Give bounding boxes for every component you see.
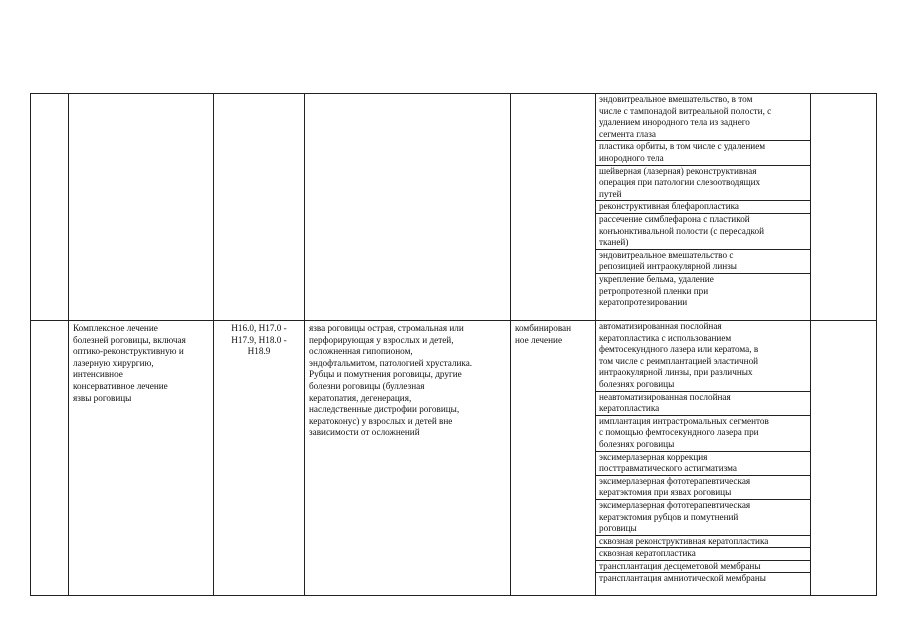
model-cell (305, 94, 511, 321)
patient-model: язва роговицы острая, стромальная или перфорирующая у взрослых и детей, осложненная гипопионом, эндофтальмитом, патологией хрусталика. Рубцы и помутнения роговицы, другие болезни роговицы (буллезная кератопатия, дегенерация, наследственные дистрофии роговицы, кератоконус) у взрослых и детей вне зависимости от осложнений (309, 323, 473, 438)
treatment-cell (511, 321, 596, 596)
methods-cell (596, 94, 811, 321)
care-name: Комплексное лечение болезней роговицы, включая оптико-реконструктивную и лазерную хирургию, интенсивное консервативное лечение язвы роговицы (73, 323, 186, 403)
codes-cell (214, 321, 305, 596)
table-row (31, 94, 877, 321)
treatment-type: комбинирован ное лечение (515, 323, 572, 345)
method-item: реконструктивная блефаропластика (596, 200, 810, 213)
method-item: эндовитреальное вмешательство с репозицией интраокулярной линзы (596, 249, 810, 273)
treatment-cell (511, 94, 596, 321)
name-cell (69, 321, 214, 596)
method-item: эксимерлазерная коррекция посттравматического астигматизма (596, 451, 810, 475)
price-cell (811, 321, 877, 596)
method-item: шейверная (лазерная) реконструктивная операция при патологии слезоотводящих путей (596, 165, 810, 201)
methods-list (596, 94, 810, 320)
methods-cell (596, 321, 811, 596)
icd-codes: H16.0, H17.0 - H17.9, H18.0 - H18.9 (231, 323, 287, 357)
number-cell (31, 321, 69, 596)
method-item: автоматизированная послойная кератопластика с использованием фемтосекундного лазера или кератома, в том числе с реимплантацией эластичной интраокулярной линзы, при различных болезнях роговицы (599, 321, 759, 389)
method-item: эндовитреальное вмешательство, в том числе с тампонадой витреальной полости, с удалением инородного тела из заднего сегмента глаза (599, 94, 772, 139)
method-item: пластика орбиты, в том числе с удалением инородного тела (596, 140, 810, 164)
method-item: неавтоматизированная послойная кератопластика (596, 391, 810, 415)
table-row (31, 321, 877, 596)
medical-care-table (30, 93, 877, 596)
methods-list (596, 321, 810, 595)
method-item: трансплантация десцеметовой мембраны (596, 560, 810, 573)
name-cell (69, 94, 214, 321)
method-item: эксимерлазерная фототерапевтическая кератэктомия при язвах роговицы (596, 475, 810, 499)
number-cell (31, 94, 69, 321)
method-item: сквозная реконструктивная кератопластика (596, 535, 810, 548)
method-item: сквозная кератопластика (596, 547, 810, 560)
method-item: трансплантация амниотической мембраны (596, 572, 810, 585)
model-cell (305, 321, 511, 596)
price-cell (811, 94, 877, 321)
codes-cell (214, 94, 305, 321)
method-item: укрепление бельма, удаление ретропротезной пленки при кератопротезировании (596, 273, 810, 309)
method-item: эксимерлазерная фототерапевтическая кератэктомия рубцов и помутнений роговицы (596, 499, 810, 535)
method-item: имплантация интрастромальных сегментов с помощью фемтосекундного лазера при болезнях роговицы (596, 415, 810, 451)
method-item: рассечение симблефарона с пластикой конъюнктивальной полости (с пересадкой тканей) (596, 213, 810, 249)
